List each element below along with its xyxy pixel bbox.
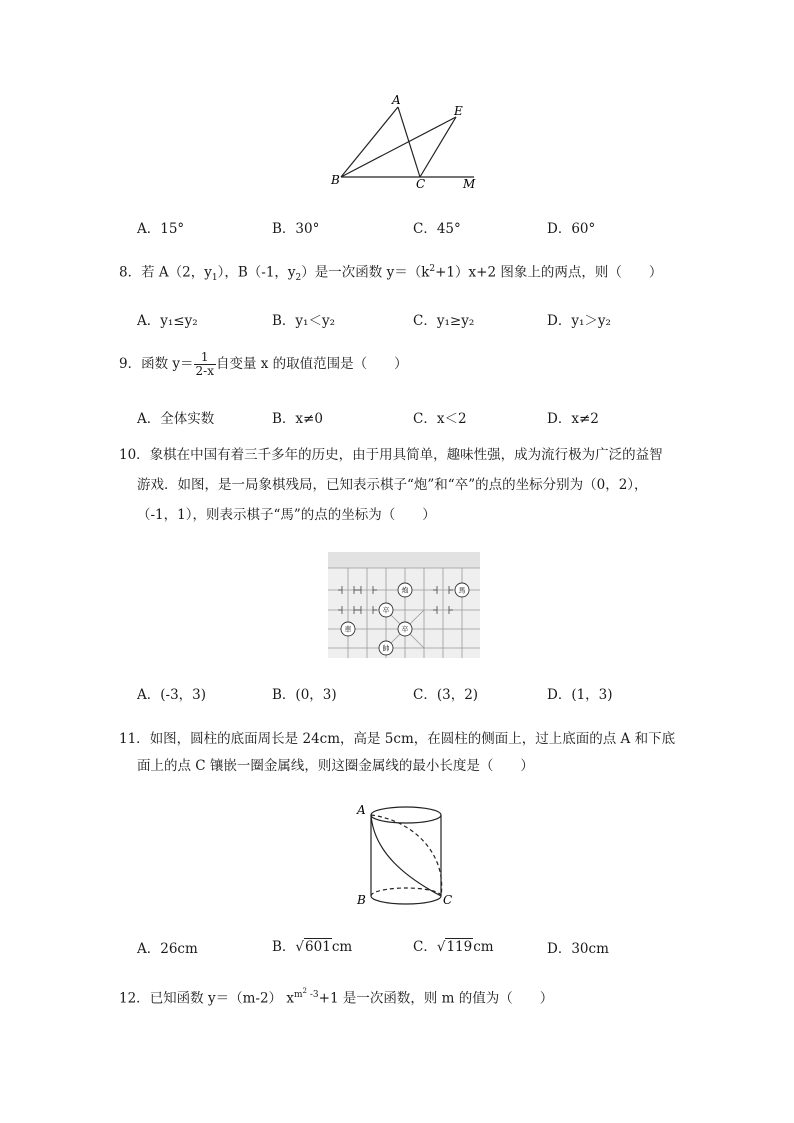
piece-ju-label: 車 [344, 625, 352, 634]
q9-option-a: A．全体实数 [137, 411, 215, 427]
q7-triangle-figure [326, 92, 486, 192]
bottom-front-arc [371, 896, 441, 904]
question-12-stem: 12．已知函数 y＝（m-2） $x^{m^2 -3}+1$ 是一次函数，则 m 的值为（ ） [119, 987, 554, 1007]
q8-option-c: C．y₁≥y₂ [413, 313, 475, 329]
top-ellipse [371, 807, 441, 823]
label-b: B [331, 173, 340, 187]
piece-zu-2-label: 卒 [401, 625, 409, 634]
q7-option-d: D．60° [547, 221, 596, 237]
cyl-label-c: C [443, 893, 453, 907]
question-11-line1: 11．如图，圆柱的底面周长是 24cm，高是 5cm，在圆柱的侧面上，过上底面的点 A 和下底 [119, 731, 676, 747]
cyl-label-a: A [357, 803, 366, 817]
label-c: C [416, 177, 426, 191]
question-10-line3: （-1，1），则表示棋子“馬”的点的坐标为（ ） [137, 507, 436, 523]
wire-back [371, 815, 442, 896]
label-a: A [392, 93, 401, 107]
piece-zu-1-label: 卒 [382, 606, 390, 615]
q8-option-b: B．y₁＜y₂ [272, 313, 335, 329]
q11-option-b: B．√601cm [272, 939, 353, 955]
q7-option-b: B．30° [272, 221, 320, 237]
q11-option-d: D．30cm [547, 941, 609, 957]
cyl-label-b: B [357, 893, 366, 907]
label-m: M [463, 177, 476, 191]
label-e: E [454, 104, 463, 118]
sqrt-119: √119 [436, 939, 473, 955]
q9-fraction: $\frac{1}{2-x}$ [195, 350, 214, 378]
q10-option-c: C．(3，2) [413, 687, 479, 703]
line-be [341, 117, 456, 177]
question-11-line2: 面上的点 C 镶嵌一圈金属线，则这圈金属线的最小长度是（ ） [137, 758, 534, 774]
q7-option-a: A．15° [137, 221, 185, 237]
q10-option-d: D．(1，3) [547, 687, 613, 703]
question-10-line1: 10．象棋在中国有着三千多年的历史，由于用具简单，趣味性强，成为流行极为广泛的益智 [119, 447, 663, 463]
bottom-back-arc [371, 888, 441, 896]
q11-option-c: C．√119cm [413, 939, 494, 955]
q9-option-b: B．x≠0 [272, 411, 323, 427]
q11-cylinder-figure [352, 798, 462, 913]
q7-option-c: C．45° [413, 221, 461, 237]
sqrt-601: √601 [295, 939, 331, 955]
piece-ma-label: 馬 [458, 586, 466, 595]
question-9-stem: 9．函数 y＝ $\frac{1}{2-x}$ 自变量 x 的取值范围是（ ） [119, 350, 408, 378]
q9-option-c: C．x＜2 [413, 411, 467, 427]
q10-chess-board [328, 552, 480, 658]
question-10-line2: 游戏．如图，是一局象棋残局，已知表示棋子“炮”和“卒”的点的坐标分别为（0，2）， [137, 477, 648, 493]
q11-option-a: A．26cm [137, 941, 198, 957]
q9-option-d: D．x≠2 [547, 411, 599, 427]
q10-option-a: A．(-3，3) [137, 687, 207, 703]
line-ba [341, 107, 398, 177]
q8-option-a: A．y₁≤y₂ [137, 313, 198, 329]
piece-pao-label: 炮 [401, 586, 409, 595]
piece-shuai-label: 帥 [382, 644, 390, 653]
question-8-stem: 8．若 A（2，$y_1$），B（-1，$y_2$）是一次函数 $y=(k^2+1)x+2$ 图象上的两点，则（ ） [119, 264, 663, 284]
q8-option-d: D．y₁＞y₂ [547, 313, 611, 329]
q10-option-b: B．(0，3) [272, 687, 337, 703]
